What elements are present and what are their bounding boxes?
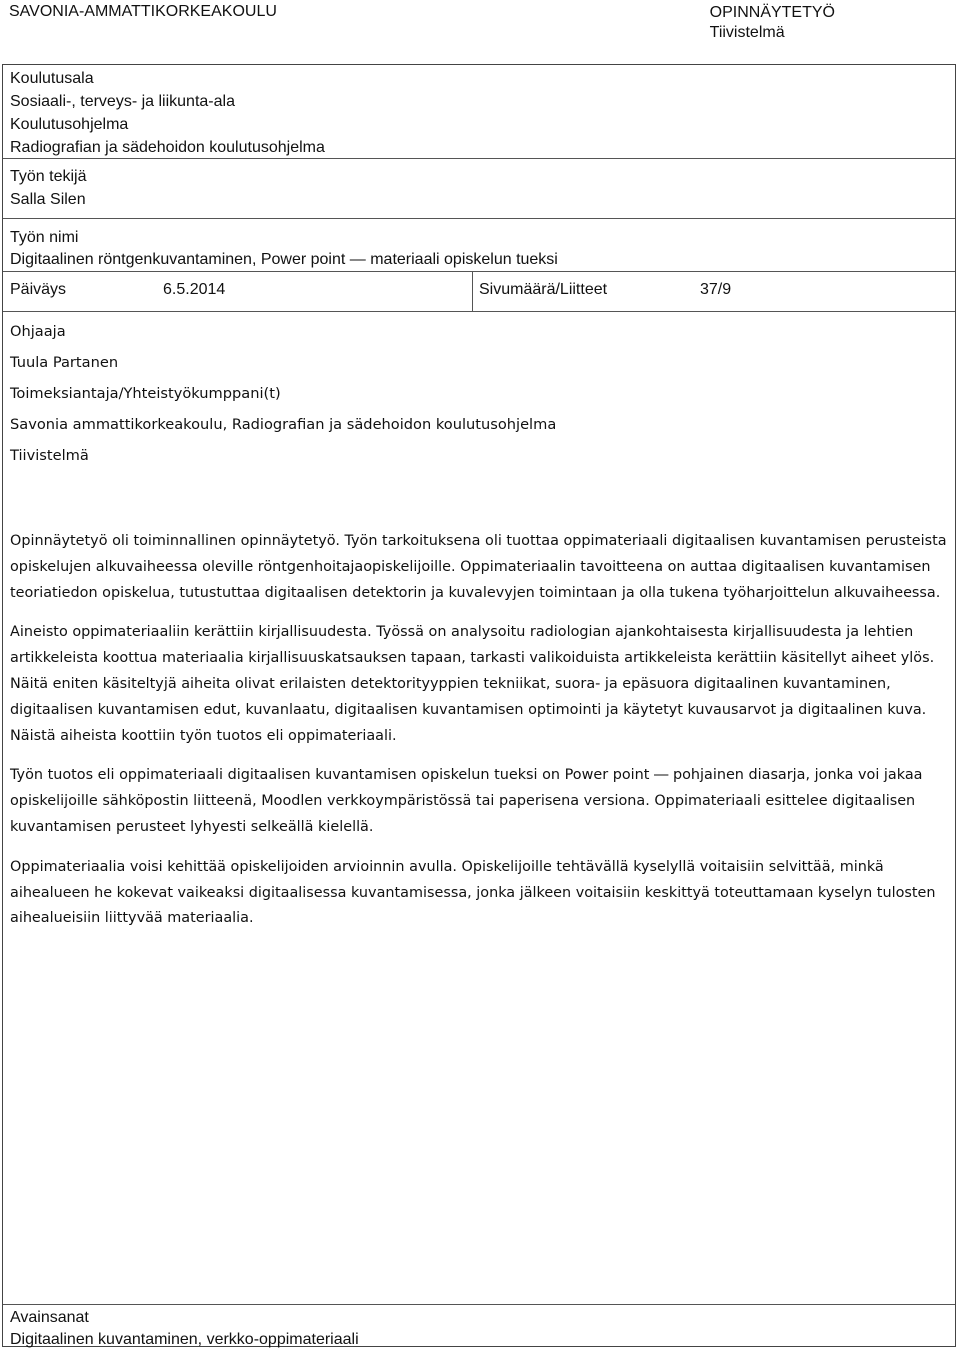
abstract-body [10,529,950,932]
keywords-section [10,1307,359,1351]
abstract-paragraph-4: Oppimateriaalia voisi kehittää opiskelijoiden arvioinnin avulla. Opiskelijoille tehtävällä kyselyllä voitaisiin selvittää, minkä aihealueen he kokevat vaikeaksi digitaalisessa kuvantamisessa, jonka jälkeen voitaisiin keskittyä toteuttamaan kyselyn tulosten aihealueisiin liittyvää materiaalia. [10,858,936,927]
document-type-subtitle: Tiivistelmä [709,24,785,41]
toimeksiantaja-label: Toimeksiantaja/Yhteistyökumppani(t) [10,385,281,402]
keywords-divider [3,1304,955,1305]
institution-name: SAVONIA-AMMATTIKORKEAKOULU [9,3,277,20]
tiivistelma-label: Tiivistelmä [10,447,89,464]
koulutusohjelma-value: Radiografian ja sädehoidon koulutusohjelma [10,139,325,156]
field-title [3,219,955,272]
document-type [710,3,835,43]
koulutusala-label: Koulutusala [10,70,94,87]
abstract-paragraph-2: Aineisto oppimateriaaliin kerättiin kirjallisuudesta. Työssä on analysoitu radiologian ajankohtaisesta kirjallisuudesta ja lehtien artikkeleista koottua materiaalia kirjallisuuskatsauksen tapaan, tarkasti valikoiduista artikkeleista kerättiin käsitellyt aiheet ylös. Näitä eniten käsiteltyjä aiheita olivat erilaisten detektorityyppien tekniikat, suora- ja epäsuora digitaalinen kuvantaminen, digitaalisen kuvantamisen edut, kuvanlaatu, digitaalisen kuvantamisen optimointi ja käytetyt kuvausarvot ja digitaalinen kuva. Näistä aiheista koottiin työn tuotos eli oppimateriaali. [10,624,935,744]
toimeksiantaja-value: Savonia ammattikorkeakoulu, Radiografian ja sädehoidon koulutusohjelma [10,416,557,433]
ohjaaja-value: Tuula Partanen [10,354,119,371]
koulutusohjelma-label: Koulutusohjelma [10,116,129,133]
avainsanat-label: Avainsanat [10,1309,89,1326]
field-supervisor-and-abstract [3,312,955,1348]
column-divider [472,272,473,311]
avainsanat-value: Digitaalinen kuvantaminen, verkko-oppimateriaali [10,1331,359,1348]
ohjaaja-label: Ohjaaja [10,323,66,340]
tekija-value: Salla Silen [10,191,86,208]
sivumaara-value: 37/9 [700,281,732,298]
document-type-title: OPINNÄYTETYÖ [709,4,835,21]
field-author [3,159,955,219]
abstract-paragraph-1: Opinnäytetyö oli toiminnallinen opinnäytetyö. Työn tarkoituksena oli tuottaa oppimateriaali digitaalisen kuvantamisen perusteista opiskelujen alkuvaiheessa oleville röntgenhoitajaopiskelijoille. Oppimateriaalin tavoitteena on auttaa digitaalisen kuvantamisen teoriatiedon opiskelua, tutustuttaa digitaalisen detektorin ja kuvalevyjen toimintaan ja olla tukena työharjoittelun alkuvaiheessa. [10,533,947,601]
koulutusala-value: Sosiaali-, terveys- ja liikunta-ala [10,93,235,110]
thesis-abstract-form [2,64,956,1347]
nimi-value: Digitaalinen röntgenkuvantaminen, Power point ― materiaali opiskelun tueksi [10,251,558,268]
tekija-label: Työn tekijä [10,168,87,185]
field-date-pages [3,272,955,312]
sivumaara-label: Sivumäärä/Liitteet [479,281,608,298]
paivays-label: Päiväys [10,281,67,298]
field-education [3,65,955,159]
abstract-paragraph-3: Työn tuotos eli oppimateriaali digitaalisen kuvantamisen opiskelun tueksi on Power point ― pohjainen diasarja, jonka voi jakaa opiskelijoille sähköpostin liitteenä, Moodlen verkkoympäristössä tai paperisena versiona. Oppimateriaali esittelee digitaalisen kuvantamisen perusteet lyhyesti selkeällä kielellä. [10,767,923,835]
paivays-value: 6.5.2014 [163,281,226,298]
nimi-label: Työn nimi [10,229,79,246]
